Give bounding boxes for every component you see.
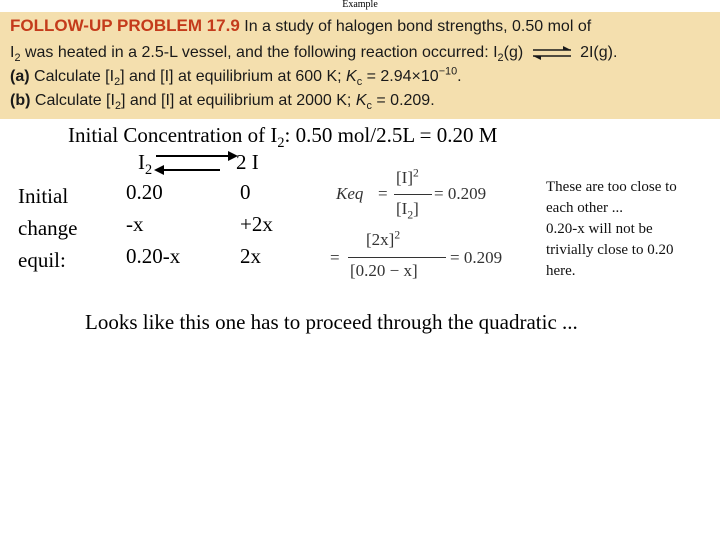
row-label-change: change — [18, 216, 78, 240]
row-label-equil: equil: — [18, 248, 66, 272]
eq1-denominator — [396, 199, 419, 222]
i2-initial: 0.20 — [126, 180, 163, 204]
equilibrium-arrows-icon — [531, 46, 573, 60]
problem-part-b — [10, 92, 435, 113]
part-a-value: = 2.94×10 — [366, 68, 439, 85]
problem-header: FOLLOW-UP PROBLEM 17.9 — [10, 16, 240, 35]
initial-concentration — [68, 123, 498, 152]
keq-label: Keq — [336, 184, 364, 203]
problem-line-1 — [10, 16, 591, 36]
note-line-4: trivially close to 0.20 — [546, 242, 674, 258]
reactant-symbol: I — [138, 150, 145, 174]
eq2-numer-text: [2x] — [366, 230, 395, 249]
i2-subscript: 2 — [14, 52, 21, 65]
part-b-k-subscript: c — [366, 100, 372, 113]
part-a-label: (a) — [10, 68, 30, 85]
reactant-subscript: 2 — [145, 162, 153, 179]
problem-line-2 — [10, 44, 618, 65]
note-line-5: here. — [546, 263, 576, 279]
part-a-subscript: 2 — [114, 76, 121, 89]
part-a-k-subscript: c — [356, 76, 363, 89]
i-equil: 2x — [240, 244, 261, 268]
i2-change: -x — [126, 212, 144, 236]
i-initial: 0 — [240, 180, 251, 204]
part-a-exponent: −10 — [438, 65, 458, 78]
follow-up-problem-box — [0, 12, 720, 119]
note-line-1: These are too close to — [546, 179, 677, 195]
part-a-text: Calculate [I — [34, 68, 115, 85]
problem-line2-text: was heated in a 2.5-L vessel, and the following reaction occurred: I — [24, 44, 498, 61]
side-note — [546, 177, 716, 282]
conclusion-text: Looks like this one has to proceed through the quadratic ... — [85, 310, 578, 334]
eq1-denom-text: [I — [396, 199, 408, 218]
eq2-denominator: [0.20 − x] — [350, 261, 418, 280]
part-a-k: K — [346, 68, 357, 85]
ice-row-labels — [18, 180, 77, 276]
eq1-value: = 0.209 — [434, 184, 487, 203]
keq-equals: = — [378, 184, 388, 203]
part-a-text-2: ] and [I] at equilibrium at 600 K; — [120, 68, 342, 85]
eq1-denom-sub: 2 — [407, 208, 414, 222]
part-b-value: = 0.209. — [376, 92, 435, 109]
part-b-subscript: 2 — [114, 100, 121, 113]
part-b-text-2: ] and [I] at equilibrium at 2000 K; — [121, 92, 352, 109]
slide-title: Example — [342, 0, 378, 10]
ice-column-i2 — [126, 176, 180, 272]
eq2-equals: = — [330, 248, 340, 267]
eq1-denom-close: ] — [413, 199, 419, 218]
i-change: +2x — [240, 212, 273, 236]
problem-part-a — [10, 65, 462, 89]
initial-conc-suffix: : 0.50 mol/2.5L = 0.20 M — [284, 123, 498, 147]
equation-quadratic — [330, 228, 530, 288]
part-b-label: (b) — [10, 92, 31, 109]
part-a-end: . — [457, 68, 462, 85]
part-b-text: Calculate [I — [34, 92, 115, 109]
eq1-numerator — [396, 168, 419, 188]
equation-keq — [334, 168, 534, 224]
ice-column-i — [240, 176, 273, 272]
i2-symbol: I — [10, 44, 15, 61]
row-label-initial: Initial — [18, 184, 69, 208]
reaction-i2-subscript: 2 — [497, 52, 504, 65]
reaction-product: 2I(g). — [580, 44, 618, 61]
eq2-fraction-bar — [348, 257, 446, 258]
eq2-numer-exp: 2 — [394, 228, 401, 242]
eq2-numerator — [366, 230, 400, 250]
note-line-2: each other ... — [546, 200, 624, 216]
eq1-fraction-bar — [394, 194, 432, 195]
part-b-k: K — [355, 92, 367, 109]
eq1-numer-text: [I] — [396, 168, 413, 187]
problem-line1-text: In a study of halogen bond strengths, 0.50 mol of — [244, 18, 592, 35]
eq1-numer-exp: 2 — [412, 166, 419, 180]
note-line-3: 0.20-x will not be — [546, 221, 653, 237]
reaction-phase: (g) — [503, 44, 524, 61]
eq2-value: = 0.209 — [450, 248, 503, 267]
i2-equil: 0.20-x — [126, 244, 181, 268]
initial-conc-subscript: 2 — [277, 135, 285, 152]
initial-conc-prefix: Initial Concentration of I — [68, 123, 278, 147]
product-2i: 2 I — [236, 150, 259, 174]
